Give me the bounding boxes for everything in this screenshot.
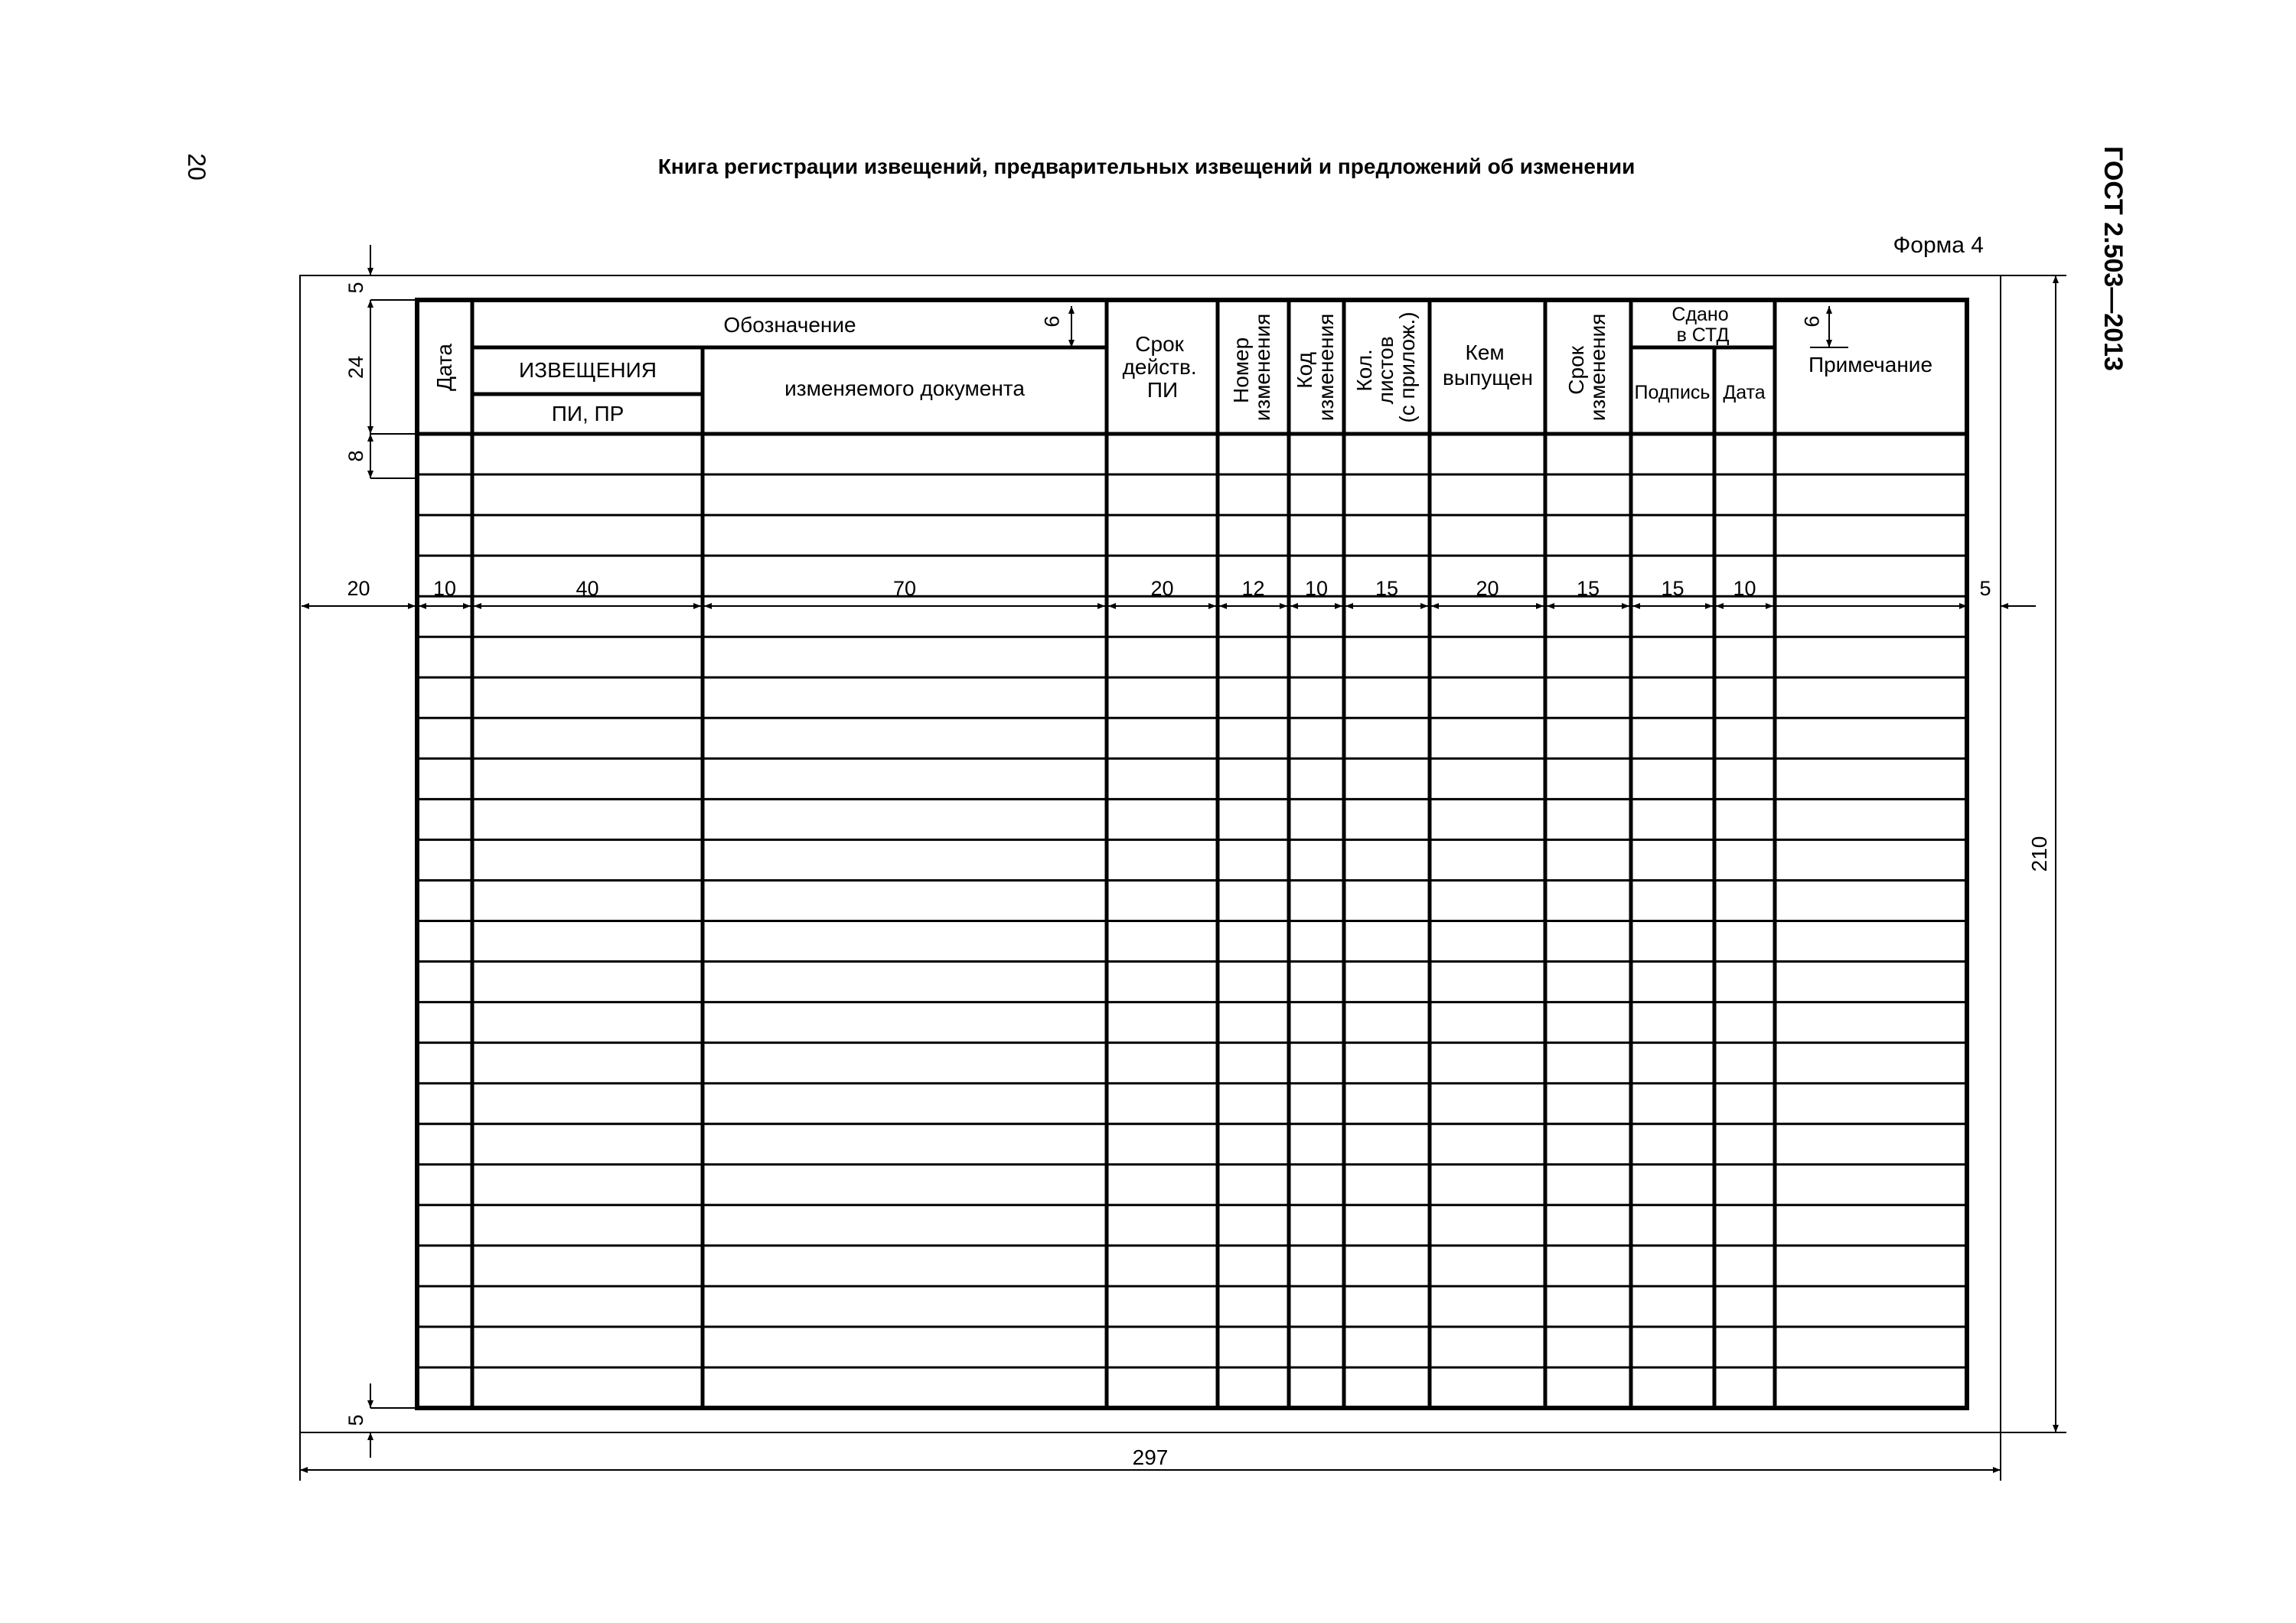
header-designation: Обозначение xyxy=(723,313,856,337)
dim-column-width: 70 xyxy=(892,577,917,600)
dim-column-width: 10 xyxy=(1733,577,1756,600)
header-validity: Срок действ. ПИ xyxy=(1122,332,1197,402)
dim-column-width: 15 xyxy=(1576,577,1600,600)
dim-column-width: 20 xyxy=(1150,577,1174,600)
dimension-header-left xyxy=(1040,306,1087,347)
column-separators xyxy=(472,300,1775,1408)
dimension-header-right xyxy=(1800,306,1848,347)
dim-column-width: 20 xyxy=(347,577,370,600)
header-change-term: Срок изменения xyxy=(1564,313,1609,422)
header-issued-by: Кем выпущен xyxy=(1443,341,1533,389)
dim-column-width: 10 xyxy=(1304,577,1329,600)
header-date: Дата xyxy=(432,343,456,392)
header-changed-doc: изменяемого документа xyxy=(784,376,1025,400)
dim-sheet-width: 297 xyxy=(1132,1445,1169,1469)
table-rows xyxy=(417,474,1967,1367)
svg-text:9: 9 xyxy=(1040,315,1063,328)
dim-sheet-height: 210 xyxy=(2027,836,2051,872)
table-frame xyxy=(417,300,1967,1408)
page-number: 20 xyxy=(183,153,210,181)
header-notices: ИЗВЕЩЕНИЯ xyxy=(519,358,657,382)
dim-row-height: 8 xyxy=(344,450,367,462)
header-pi-pr: ПИ, ПР xyxy=(551,402,625,425)
dim-column-width: 40 xyxy=(576,577,599,600)
dim-bottom-margin: 5 xyxy=(344,1414,367,1426)
header-sheet-count: Кол. листов (с прилож.) xyxy=(1352,311,1419,423)
dim-column-width: 20 xyxy=(1476,577,1499,600)
header-note: Примечание xyxy=(1808,353,1933,376)
document-title: Книга регистрации извещений, предварительных извещений и предложений об изменении xyxy=(657,155,1636,178)
header-submitted: Сдано в СТД xyxy=(1671,304,1730,346)
header-signature: Подпись xyxy=(1634,382,1711,403)
dimension-left-vertical xyxy=(370,245,429,1458)
dim-header-height: 24 xyxy=(344,355,367,380)
form-label: Форма 4 xyxy=(1893,233,1984,258)
svg-text:9: 9 xyxy=(1800,315,1823,328)
dim-column-width: 15 xyxy=(1661,577,1684,600)
dim-column-width: 15 xyxy=(1375,577,1399,600)
sheet-frame xyxy=(300,275,2001,1432)
standard-code: ГОСТ 2.503—2013 xyxy=(2099,146,2128,371)
dim-column-width: 10 xyxy=(432,577,457,600)
header-sub-date: Дата xyxy=(1723,382,1766,403)
dim-right-margin: 5 xyxy=(1979,577,1991,600)
dim-top-margin: 5 xyxy=(344,282,367,294)
dim-column-width: 12 xyxy=(1241,577,1265,600)
header-change-number: Номер изменения xyxy=(1229,313,1274,422)
header-change-code: Код изменения xyxy=(1293,313,1338,422)
